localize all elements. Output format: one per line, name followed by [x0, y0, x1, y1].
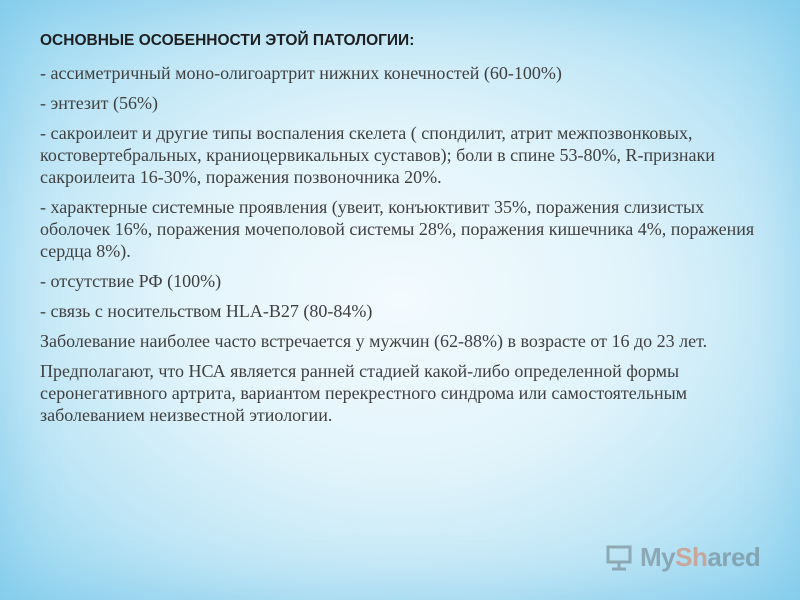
watermark-text — [640, 542, 760, 573]
paragraph-hypothesis: Предполагают, что НСА является ранней стадией какой-либо определенной формы серонегативного артрита, вариантом перекрестного синдрома или самостоятельным заболеванием неизвестной этиологии. — [40, 361, 688, 425]
bullet-asymmetric-arthritis: - ассиметричный моно-олигоартрит нижних конечностей (60-100%) — [40, 63, 562, 83]
presentation-board-icon — [604, 542, 634, 572]
bullet-sacroiliitis: - сакроилеит и другие типы воспаления скелета ( спондилит, атрит межпозвонковых, костовертебральных, краниоцервикальных суставов); боли в спине 53-80%, R-признаки сакроилеита 16-30%, поражения позвоночника 20%. — [40, 123, 715, 187]
myshared-watermark — [604, 537, 774, 577]
paragraph-prevalence: Заболевание наиболее часто встречается у мужчин (62-88%) в возрасте от 16 до 23 лет. — [40, 331, 708, 351]
bullet-hla-b27: - связь с носительством HLA-B27 (80-84%) — [40, 301, 373, 321]
watermark-text-accent: Sh — [675, 541, 708, 572]
bullet-enthesitis: - энтезит (56%) — [40, 93, 159, 113]
watermark-text-main: My — [640, 541, 676, 572]
slide-content — [40, 24, 775, 434]
slide-title: ОСНОВНЫЕ ОСОБЕННОСТИ ЭТОЙ ПАТОЛОГИИ: — [40, 32, 415, 49]
bullet-rf-absence: - отсутствие РФ (100%) — [40, 271, 222, 291]
bullet-systemic-manifestations: - характерные системные проявления (увеит, конъюктивит 35%, поражения слизистых оболочек 16%, поражения мочеполовой системы 28%, поражения кишечника 4%, поражения сердца 8%). — [40, 197, 755, 261]
watermark-text-rest: ared — [707, 541, 761, 572]
